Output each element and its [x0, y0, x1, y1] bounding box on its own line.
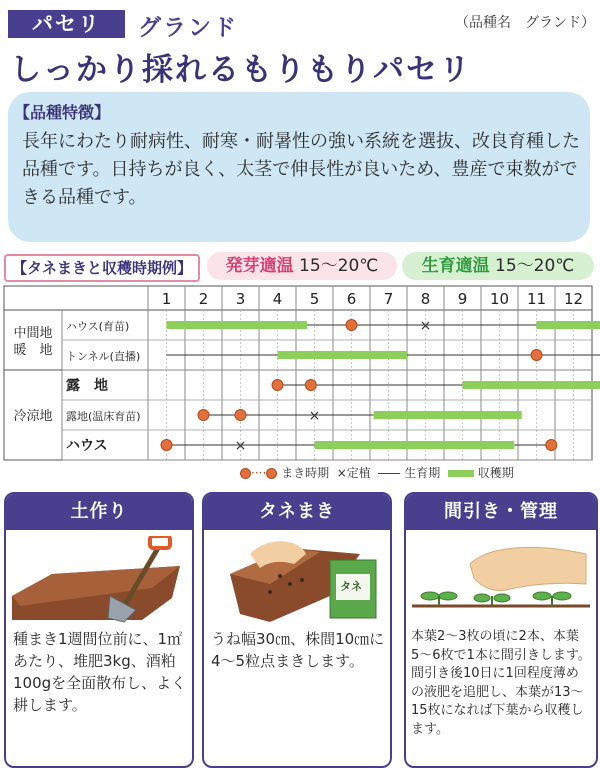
harvest-bar — [315, 441, 515, 449]
catch-copy: しっかり採れるもりもりパセリ — [10, 52, 472, 88]
card-sowing — [202, 492, 392, 768]
month-label: 12 — [563, 290, 584, 308]
transplant-mark: × — [308, 408, 321, 424]
card-title: 間引き・管理 — [406, 494, 596, 530]
schedule-title: 【タネまきと収穫時期例】 — [4, 254, 200, 282]
row-label: トンネル(直播) — [66, 350, 141, 363]
month-label: 9 — [457, 290, 468, 308]
growth-temp-value: 15〜20℃ — [495, 256, 575, 276]
month-label: 8 — [420, 290, 431, 308]
variety-name: グランド — [138, 15, 238, 41]
sowing-dot — [272, 380, 283, 391]
month-label: 2 — [198, 290, 209, 308]
harvest-bar — [463, 381, 600, 389]
sowing-dot — [235, 410, 246, 421]
month-label: 3 — [235, 290, 246, 308]
feature-text: 長年にわたり耐病性、耐寒・耐暑性の強い系統を選抜、改良育種した品種です。日持ちが良く、太茎で伸長性が良いため、豊産で束数ができる品種です。 — [22, 131, 580, 208]
feature-tag: 【品種特徴】 — [14, 103, 111, 122]
germination-temp-value: 15〜20℃ — [299, 256, 379, 276]
sow-dot-icon — [266, 468, 277, 479]
row-label: 露 地 — [66, 378, 108, 394]
sowing-dot — [161, 440, 172, 451]
harvest-bar — [278, 351, 408, 359]
sowing-dot — [346, 320, 357, 331]
month-label: 5 — [309, 290, 320, 308]
region-label: 冷涼地 — [13, 409, 53, 424]
calendar-frame — [4, 286, 592, 460]
sowing-dot — [531, 350, 542, 361]
card-title: タネまき — [204, 494, 390, 530]
legend-grow: 生育期 — [404, 466, 441, 480]
legend-sow: まき時期 — [281, 466, 330, 480]
thinning-hand-icon — [410, 534, 592, 626]
calendar-legend: ···· まき時期 ×定植 生育期 収穫期 — [240, 464, 514, 481]
card-soil-prep — [4, 492, 194, 768]
variety-label: （品種名 グランド） — [455, 15, 595, 31]
harvest-bar-icon — [448, 470, 474, 477]
sowing-dot — [546, 440, 557, 451]
legend-plant: ×定植 — [336, 466, 371, 480]
row-label: 露地(温床育苗) — [66, 410, 141, 423]
harvest-bar — [374, 411, 522, 419]
seed-packet-label: タネ — [340, 580, 362, 593]
card-text: 本葉2〜3枚の頃に2本、本葉5〜6枚で1本に間引きします。間引き後10日に1回程度薄めの液肥を追肥し、本葉が13〜15枚になれば下葉から収穫します。 — [411, 629, 591, 737]
harvest-bar — [537, 321, 600, 329]
transplant-mark: × — [419, 318, 432, 334]
region-label: 中間地 — [13, 326, 53, 341]
sow-dot-icon — [240, 468, 251, 479]
month-label: 11 — [526, 290, 547, 308]
card-thinning — [404, 492, 598, 768]
month-label: 6 — [346, 290, 357, 308]
grow-line-icon — [378, 473, 400, 474]
month-label: 10 — [489, 290, 510, 308]
card-title: 土作り — [6, 494, 192, 530]
month-label: 4 — [272, 290, 283, 308]
sowing-dot — [305, 380, 316, 391]
region-label: 暖 地 — [13, 343, 53, 358]
legend-harvest: 収穫期 — [477, 466, 514, 480]
month-label: 1 — [161, 290, 172, 308]
germination-temp-label: 発芽適温 — [225, 256, 294, 276]
row-label: ハウス — [66, 438, 108, 454]
harvest-bar — [167, 321, 308, 329]
variety-badge: パセリ — [8, 10, 125, 38]
shovel-soil-icon — [12, 536, 186, 624]
card-text: うね幅30㎝、株間10㎝に4〜5粒点まきします。 — [211, 630, 385, 670]
sowing-dot — [198, 410, 209, 421]
card-text: 種まき1週間位前に、1㎡あたり、堆肥3kg、酒粕100gを全面散布し、よく耕します。 — [13, 630, 187, 714]
growth-temp-label: 生育適温 — [421, 256, 490, 276]
row-label: ハウス(育苗) — [66, 320, 130, 333]
transplant-mark: × — [234, 438, 247, 454]
month-label: 7 — [383, 290, 394, 308]
